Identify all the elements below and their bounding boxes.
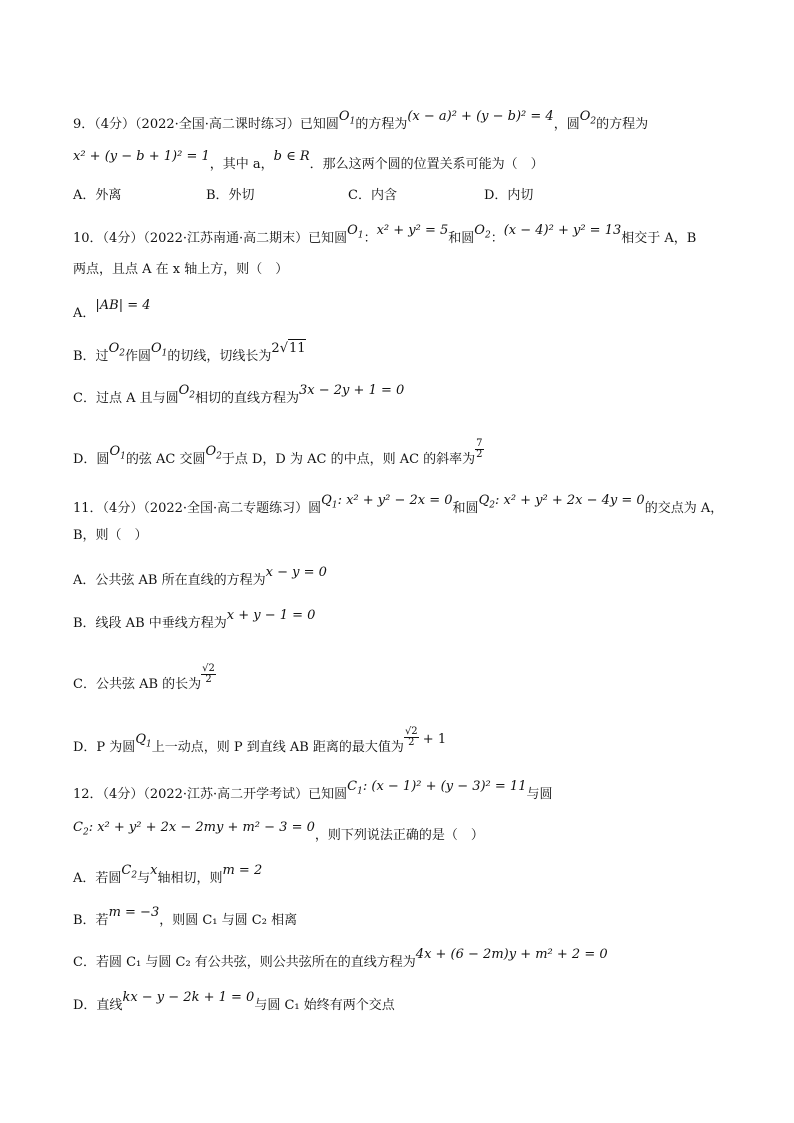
q11-option-a: A．公共弦 AB 所在直线的方程为x − y = 0 <box>73 565 327 588</box>
q9-option-a: A．外离 <box>73 188 122 203</box>
q10-option-a: A．|AB| = 4 <box>73 298 151 321</box>
q10-eq2: (x − 4)² + y² = 13 <box>503 223 622 238</box>
q9-line1: 9．（4分）（2022·全国·高二课时练习）已知圆$O_1$的方程为(x − a)² + (y − b)² = 4，圆$O_2$的方程为 <box>73 109 649 132</box>
q10-b-value: 2√11 <box>271 341 306 356</box>
q11-line1: 11．（4分）（2022·全国·高二专题练习）圆$Q_1$: x² + y² − 2x = 0和圆$Q_2$: x² + y² + 2x − 4y = 0的交点为 A， <box>73 493 724 516</box>
q12-option-a: A．若圆$C_2$与x轴相切，则m = 2 <box>73 863 263 886</box>
q12-line1: 12．（4分）（2022·江苏·高二开学考试）已知圆$C_1$: (x − 1)² + (y − 3)² = 11与圆 <box>73 779 553 802</box>
q10-option-c: C．过点 A 且与圆$O_2$相切的直线方程为3x − 2y + 1 = 0 <box>73 383 405 406</box>
q9-eq3: b ∈ R <box>273 149 310 164</box>
q10-eq1: x² + y² = 5 <box>376 223 449 238</box>
q9-line2: x² + (y − b + 1)² = 1，其中 a，b ∈ R．那么这两个圆的位置关系可能为（ ） <box>73 149 544 172</box>
q12-option-d: D．直线kx − y − 2k + 1 = 0与圆 C₁ 始终有两个交点 <box>73 990 395 1013</box>
q9-option-c: C．内含 <box>348 188 397 203</box>
circle-O1-label: $O_1$ <box>347 223 364 241</box>
q10-option-d: D．圆$O_1$的弦 AC 交圆$O_2$于点 D，D 为 AC 的中点，则 AC 的斜率为 $\frac{7}{2}$ <box>73 438 483 467</box>
q11-option-c: C．公共弦 AB 的长为 $\frac{√2}{2}$ <box>73 663 215 692</box>
circle-Q1-eq: $Q_1$: x² + y² − 2x = 0 <box>321 493 453 511</box>
circle-Q2-eq: $Q_2$: x² + y² + 2x − 4y = 0 <box>478 493 645 511</box>
q12-option-b: B．若m = −3，则圆 C₁ 与圆 C₂ 相离 <box>73 905 298 928</box>
q9-eq1: (x − a)² + (y − b)² = 4 <box>407 109 554 124</box>
q11-option-b: B．线段 AB 中垂线方程为x + y − 1 = 0 <box>73 608 316 631</box>
q12-option-c: C．若圆 C₁ 与圆 C₂ 有公共弦，则公共弦所在的直线方程为4x + (6 − 2m)y + m² + 2 = 0 <box>73 947 608 970</box>
q9-head: 9．（4分）（2022·全国·高二课时练习）已知圆 <box>73 117 339 132</box>
q12-line2: $C_2$: x² + y² + 2x − 2my + m² − 3 = 0，则下列说法正确的是（ ） <box>73 820 484 843</box>
circle-O2-label: $O_2$ <box>579 109 597 127</box>
q11-line2: B，则（ ） <box>73 528 148 543</box>
q10-line2: 两点，且点 A 在 x 轴上方，则（ ） <box>73 262 289 277</box>
q9-option-d: D．内切 <box>484 188 534 203</box>
q10-option-b: B．过$O_2$作圆$O_1$的切线，切线长为2√11 <box>73 341 306 364</box>
q11-c-fraction: $\frac{√2}{2}$ <box>202 663 215 685</box>
circle-O2-label: $O_2$ <box>474 223 491 241</box>
q9-eq2: x² + (y − b + 1)² = 1 <box>73 149 210 164</box>
q11-option-d: D．P 为圆$Q_1$上一动点，则 P 到直线 AB 距离的最大值为 $\frac{√2}{2}$ + 1 <box>73 726 447 755</box>
circle-O1-label: $O_1$ <box>338 109 356 127</box>
circle-C2-eq: $C_2$: x² + y² + 2x − 2my + m² − 3 = 0 <box>73 820 315 838</box>
q10-d-fraction: $\frac{7}{2}$ <box>476 438 483 460</box>
q10-line1: 10．（4分）（2022·江苏南通·高二期末）已知圆$O_1$：x² + y² = 5和圆$O_2$：(x − 4)² + y² = 13相交于 A，B <box>73 223 697 246</box>
q9-option-b: B．外切 <box>206 188 255 203</box>
circle-C1-eq: $C_1$: (x − 1)² + (y − 3)² = 11 <box>347 779 527 797</box>
q11-d-fraction: $\frac{√2}{2}$ <box>404 726 418 748</box>
